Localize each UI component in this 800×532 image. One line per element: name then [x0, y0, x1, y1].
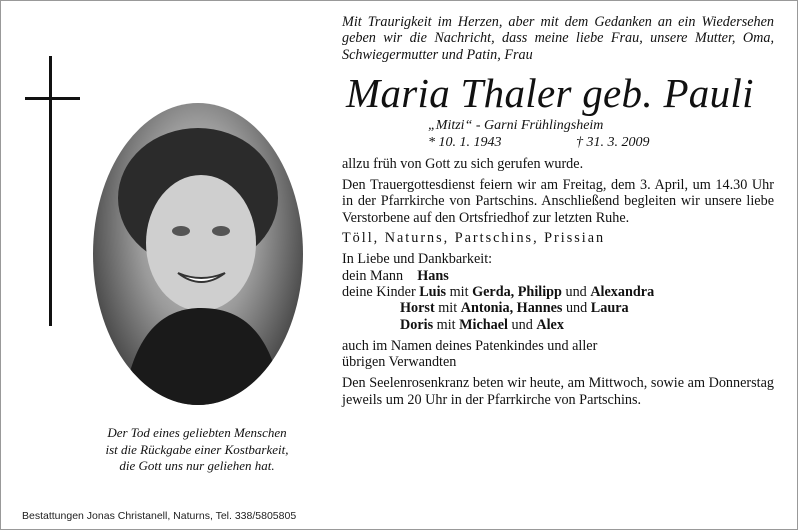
- children-label: deine Kinder: [342, 283, 416, 300]
- places-text: Töll, Naturns, Partschins, Prissian: [342, 230, 606, 247]
- partner-names: Antonia, Hannes: [460, 300, 563, 317]
- grandchild-name: Laura: [590, 300, 629, 317]
- portrait-photo: [93, 103, 303, 405]
- quote-line: Der Tod eines geliebten Menschen: [107, 425, 287, 440]
- birth-date: * 10. 1. 1943: [428, 134, 502, 150]
- deceased-name: Maria Thaler geb. Pauli: [346, 69, 754, 116]
- death-date: † 31. 3. 2009: [576, 134, 650, 150]
- conjunction: und: [511, 316, 533, 333]
- nickname: „Mitzi“ - Garni Frühlingsheim: [428, 117, 604, 133]
- quote-line: die Gott uns nur geliehen hat.: [119, 458, 275, 473]
- child-name: Doris: [400, 316, 434, 333]
- quote-line: ist die Rückgabe einer Kostbarkeit,: [105, 441, 289, 457]
- cross-icon-bar: [25, 97, 80, 100]
- rosary-text: Den Seelenrosenkranz beten wir heute, am Mittwoch, sowie am Donnerstag jeweils um 20 Uhr in der Pfarrkirche von Partschins.: [342, 375, 774, 408]
- conjunction: mit: [449, 283, 469, 300]
- life-dates: [428, 134, 774, 151]
- husband-label: dein Mann: [342, 267, 404, 284]
- child-name: Horst: [400, 300, 435, 317]
- child-name: Luis: [419, 283, 447, 300]
- mourners-intro: In Liebe und Dankbarkeit:: [342, 251, 493, 268]
- memorial-quote: [72, 425, 322, 475]
- grandchild-name: Alex: [536, 316, 564, 333]
- conjunction: mit: [436, 316, 456, 333]
- husband-line: [342, 268, 774, 284]
- children-line: [342, 284, 774, 300]
- funeral-home-credit: Bestattungen Jonas Christanell, Naturns, Tel. 338/5805805: [22, 510, 297, 522]
- children-line: [400, 300, 774, 316]
- also-text: auch im Namen deines Patenkindes und aller übrigen Verwandten: [342, 337, 598, 371]
- intro-text: Mit Traurigkeit im Herzen, aber mit dem Gedanken an ein Wiedersehen geben wir die Nachricht, dass meine liebe Frau, unsere Mutter, Oma, Schwiegermutter und Patin, Frau: [342, 14, 774, 63]
- children-line: [400, 317, 774, 333]
- husband-name: Hans: [417, 267, 449, 284]
- grandchild-name: Alexandra: [590, 283, 655, 300]
- notice-text: [342, 14, 774, 408]
- service-text: Den Trauergottesdienst feiern wir am Freitag, dem 3. April, um 14.30 Uhr in der Pfarrkirche von Partschins. Anschließend begleiten wir unsere liebe Verstorbene auf den Ortsfriedhof zur letzten Ruhe.: [342, 177, 774, 226]
- conjunction: und: [565, 283, 587, 300]
- called-text: allzu früh von Gott zu sich gerufen wurde.: [342, 155, 584, 172]
- conjunction: und: [565, 300, 588, 317]
- partner-names: Michael: [459, 316, 508, 333]
- partner-names: Gerda, Philipp: [472, 283, 562, 300]
- mourners: [342, 251, 774, 332]
- conjunction: mit: [438, 300, 458, 317]
- portrait-illustration: [93, 103, 303, 405]
